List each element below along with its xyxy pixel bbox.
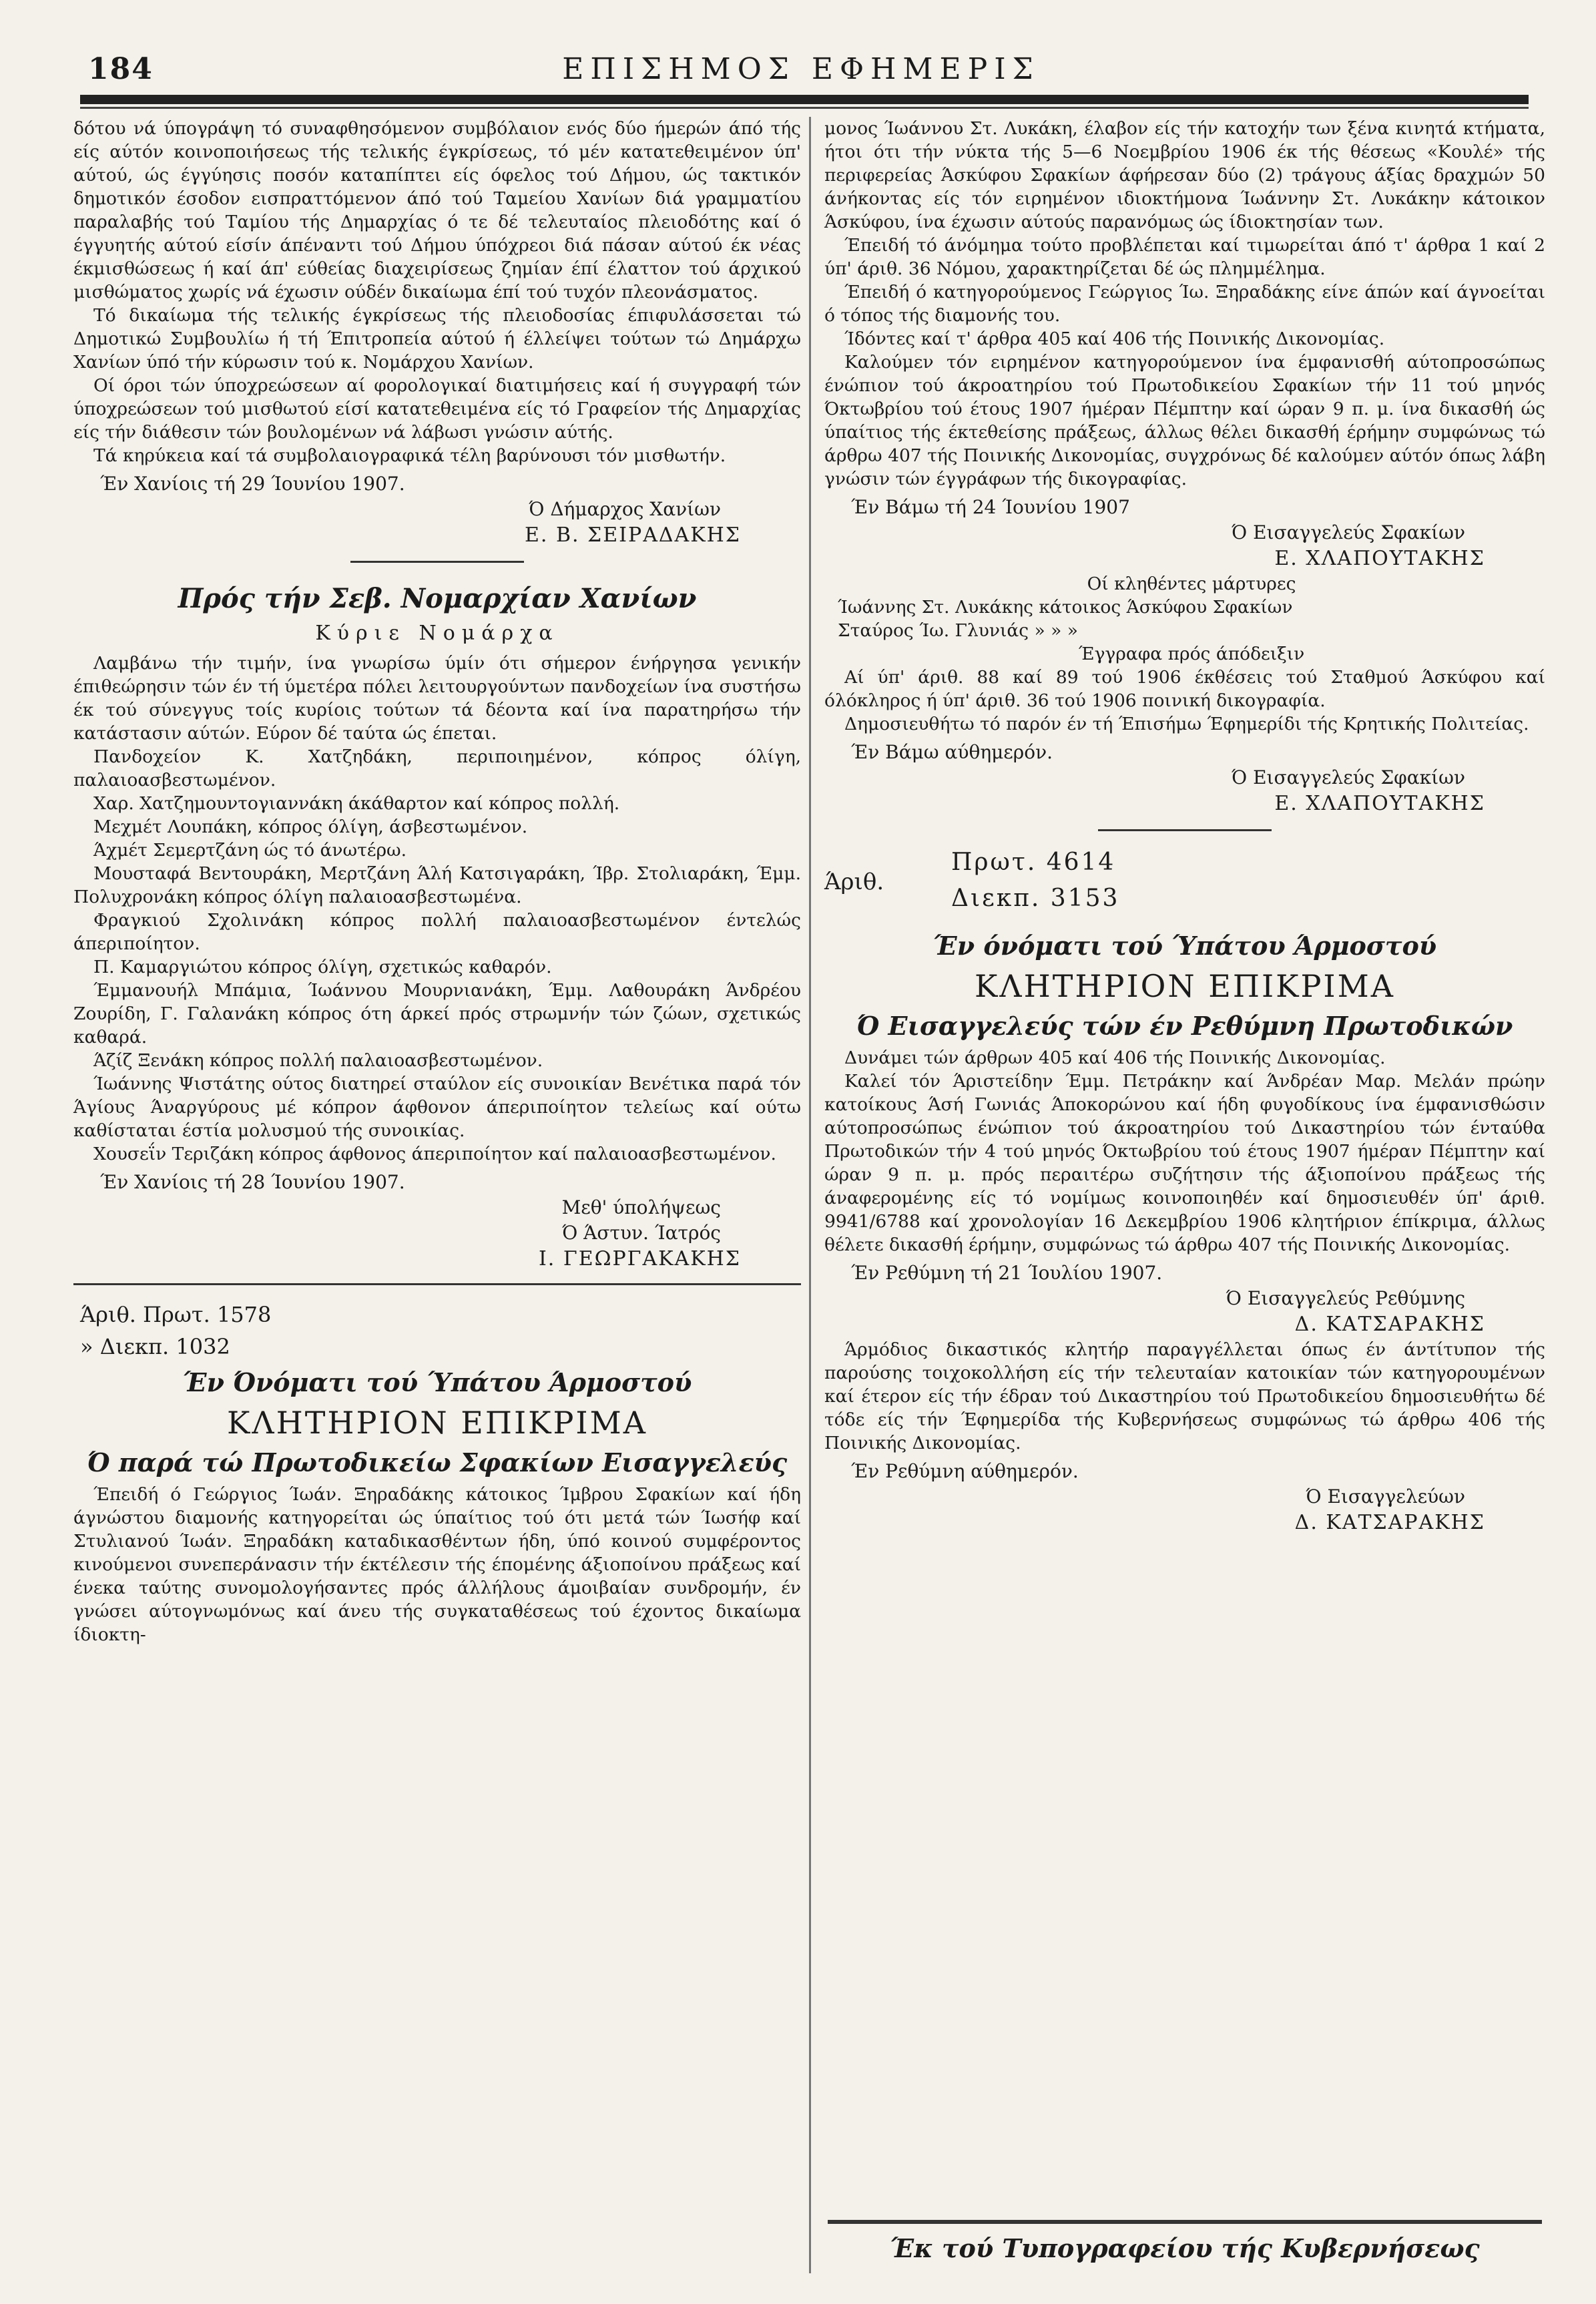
page-header <box>80 52 1522 99</box>
paragraph: Καλούμεν τόν ειρημένον κατηγορούμενον ίνα έμφανισθή αύτοπροσώπως ένώπιον τού άκροατηρίου τού Πρωτοδικείου Σφακίων τήν 11 τού μηνός Όκτωβρίου τού έτους 1907 ήμέραν Πέμπτην καί ώραν 9 π. μ. ίνα δικασθή ώς ύπαίτιος τής έκτεθείσης πράξεως, άλλως θέλει δικασθή έρήμην συμφώνως τώ άρθρω 407 τής Ποινικής Δικονομίας, συγχρόνως δέ καλούμεν αύτόν όπως λάβη γνώσιν τών έγγράφων τής δικογραφίας. <box>824 352 1545 489</box>
section-title: Πρός τήν Σεβ. Νομαρχίαν Χανίων <box>178 583 697 614</box>
list-item: Φραγκιού Σχολινάκη κόπρος πολλή παλαιοασβεστωμένον έντελώς άπεριποίητον. <box>73 910 801 954</box>
date-line: Έν Ρεθύμνη τή 21 Ίουλίου 1907. <box>851 1262 1163 1284</box>
section-title: Έν όνόματι τού Ύπάτου Άρμοστού <box>933 931 1437 961</box>
salutation: Κύριε Νομάρχα <box>315 622 559 645</box>
reference-label: Άριθ. <box>824 869 884 895</box>
section-divider <box>1098 829 1272 831</box>
date-line: Έν Χανίοις τή 28 Ίουνίου 1907. <box>100 1171 405 1193</box>
paragraph: Οί όροι τών ύποχρεώσεων αί φορολογικαί διατιμήσεις καί ή συγγραφή τών ύποχρεώσεων τού μισθωτού είσί κατατεθειμένα είς τό Γραφείον τής Δημαρχίας είς τήν διάθεσιν τών βουλομένων νά λάβωσι γνώσιν αύτής. <box>73 375 801 443</box>
signature-name: Ε. ΧΛΑΠΟΥΤΑΚΗΣ <box>1274 547 1485 570</box>
signature-role: Ό Εισαγγελεύων <box>1306 1485 1465 1508</box>
section-title: Ό παρά τώ Πρωτοδικείω Σφακίων Εισαγγελεύς <box>87 1447 788 1477</box>
paragraph: Έπειδή ό Γεώργιος Ίωάν. Ξηραδάκης κάτοικος Ίμβρου Σφακίων καί ήδη άγνώστου διαμονής κατηγορείται ώς ύπαίτιος τού ότι μετά τών Ίωσήφ καί Στυλιανού Ίωάν. Ξηραδάκη καταδικασθέντων ήδη, ύπό κοινού συμφέροντος κινούμενοι συνεπεράνασιν τήν έκτέλεσιν τής έπομένης άξιοποίνου πράξεως καί ένεκα ταύτης συνομολογήσαντες πρός άλλήλους άμοιβαίαν συνδρομήν, έν γνώσει αύτογνωμόνως καί άνευ τής συγκαταθέσεως τού έχοντος δικαίωμα ίδιοκτη- <box>73 1484 801 1645</box>
paragraph: μονος Ίωάννου Στ. Λυκάκη, έλαβον είς τήν κατοχήν των ξένα κινητά κτήματα, ήτοι ότι τήν νύκτα τής 5—6 Νοεμβρίου 1906 έκ τής θέσεως «Κουλέ» τής περιφερείας Άσκύφου Σφακίων άφήρεσαν δύο (2) τράγους άξίας δραχμών 50 άνήκοντας είς τόν ειρημένον ιδιοκτήμονα Ίωάννην Στ. Λυκάκην κάτοικον Άσκύφου, ίνα έχωσιν αύτούς παρανόμως ώς ίδιοκτησίαν των. <box>824 118 1545 232</box>
paragraph: Τό δικαίωμα τής τελικής έγκρίσεως τής πλειοδοσίας έπιφυλάσσεται τώ Δημοτικώ Συμβουλίω ή τή Έπιτροπεία αύτού ή έλλείψει τούτων τώ Δημάρχω Χανίων ύπό τήν κύρωσιν τού κ. Νομάρχου Χανίων. <box>73 305 801 373</box>
paragraph: Δημοσιευθήτω τό παρόν έν τή Έπισήμω Έφημερίδι τής Κρητικής Πολιτείας. <box>844 714 1529 734</box>
paragraph: Άρμόδιος δικαστικός κλητήρ παραγγέλλεται όπως έν άντίτυπον τής παρούσης τοιχοκολλήση είς τήν τελευταίαν κατοικίαν τών κατηγορουμένων καί έτερον είς τήν έδραν τού Δικαστηρίου τού Πρωτοδικείου δημοσιευθήτω δέ τόδε είς τήν Έφημερίδα τής Κυβερνήσεως συμφώνως τώ άρθρω 406 τής Ποινικής Δικονομίας. <box>824 1339 1545 1453</box>
date-line: Έν Χανίοις τή 29 Ίουνίου 1907. <box>100 473 405 495</box>
section-divider <box>73 1283 801 1285</box>
footer-rule <box>828 2220 1542 2224</box>
paragraph: Δυνάμει τών άρθρων 405 καί 406 τής Ποινικής Δικονομίας. <box>844 1048 1386 1068</box>
list-item: Έμμανουήλ Μπάμια, Ίωάννου Μουρνιανάκη, Έμμ. Λαθουράκη Άνδρέου Ζουρίδη, Γ. Γαλανάκη κόπρος ότη άρκεί πρός στρωμνήν τών ζώων, σχετικώς καθαρά. <box>73 980 801 1048</box>
paragraph: δότου νά ύπογράψη τό συναφθησόμενον συμβόλαιον ενός δύο ήμερών άπό τής είς αύτόν κοινοποιήσεως τής τελικής έγκρίσεως, τό μέν κατατεθειμένον ύπ' αύτού, ώς έγγύησις ποσόν καταπίπτει είς όφελος τού Δήμου, ώς τακτικόν δημοτικόν έσοδον εισπραττόμενον άπό τού Ταμείου Χανίων διά γραμματίου παραλαβής τού Ταμίου τής Δημαρχίας ό τε δέ τελευταίος πλειοδότης καί ό έγγυητής αύτού είσίν άπέναντι τού Δήμου ύπόχρεοι διά πάσαν αύτού έκ νέας έκμισθώσεως ή καί άπ' εύθείας διαχειρίσεως ζημίαν έπί έλαττον τού άρχικού μισθώματος χωρίς νά έχωσιν ούδέν δικαίωμα έπί τού τυχόν πλεονάσματος. <box>73 118 801 302</box>
date-line: Έν Ρεθύμνη αύθημερόν. <box>851 1460 1079 1482</box>
header-rule-thin <box>80 107 1529 109</box>
paragraph: Λαμβάνω τήν τιμήν, ίνα γνωρίσω ύμίν ότι σήμερον ένήργησα γενικήν έπιθεώρησιν τών έν τή ύμετέρα πόλει λειτουργούντων πανδοχείων ίνα συστήσω έκ τού σύνεγγυς τοίς κυρίοις τούτων τά δέοντα καί ίνα παρατηρήσω τήν κατάστασιν αύτών. Εύρον δέ ταύτα ώς έπεται. <box>73 653 801 744</box>
signature-name: Ι. ΓΕΩΡΓΑΚΑΚΗΣ <box>538 1247 741 1271</box>
date-line: Έν Βάμω τή 24 Ίουνίου 1907 <box>851 496 1130 518</box>
document-title: ΚΛΗΤΗΡΙΟΝ ΕΠΙΚΡΙΜΑ <box>227 1405 647 1441</box>
document-title: ΚΛΗΤΗΡΙΟΝ ΕΠΙΚΡΙΜΑ <box>975 968 1395 1004</box>
signature-role: Μεθ' ύπολήψεως <box>561 1196 721 1218</box>
signature-name: Ε. ΧΛΑΠΟΥΤΑΚΗΣ <box>1274 792 1485 815</box>
signature-role: Ό Εισαγγελεύς Σφακίων <box>1231 521 1465 543</box>
list-item: Άχμέτ Σεμερτζάνη ώς τό άνωτέρω. <box>93 840 407 861</box>
section-divider <box>350 561 524 563</box>
list-item: Άζίζ Ξενάκη κόπρος πολλή παλαιοασβεστωμένον. <box>93 1050 543 1071</box>
paragraph: Έπειδή τό άνόμημα τούτο προβλέπεται καί τιμωρείται άπό τ' άρθρα 1 καί 2 ύπ' άριθ. 36 Νόμου, χαρακτηρίζεται δέ ώς πλημμέλημα. <box>824 235 1545 279</box>
list-item: Μουσταφά Βεντουράκη, Μερτζάνη Άλή Κατσιγαράκη, Ίβρ. Στολιαράκη, Έμμ. Πολυχρονάκη κόπρος όλίγη παλαιοασβεστωμένα. <box>73 863 801 907</box>
list-item: Χουσεΐν Τεριζάκη κόπρος άφθονος άπεριποίητον καί παλαιοασβεστωμένον. <box>93 1144 776 1164</box>
paragraph: Καλεί τόν Άριστείδην Έμμ. Πετράκην καί Άνδρέαν Μαρ. Μελάν πρώην κατοίκους Άσή Γωνιάς Άποκορώνου καί ήδη φυγοδίκους ίνα έμφανισθώσιν αύτοπροσώπως ένώπιον τού άκροατηρίου τού Δικαστηρίου τών ένταύθα Πρωτοδικών τήν 4 τού μηνός Όκτωβρίου τού έτους 1907 ήμέραν Πέμπτην καί ώραν 9 π. μ. πρός περαιτέρω συζήτησιν τής άξιοποίνου πράξεως τής άναφερομένης είς τό νομίμως κοινοποιηθέν καί δημοσιευθέν ύπ' άριθ. 9941/6788 καί χρονολογίαν 16 Δεκεμβρίου 1906 κλητήριον έπίκριμα, άλλως θέλετε δικασθή έρήμην, συμφώνως τώ άρθρω 407 τής Ποινικής Δικονομίας. <box>824 1071 1545 1255</box>
right-column <box>824 117 1545 1536</box>
list-item: Πανδοχείον Κ. Χατζηδάκη, περιποιημένον, κόπρος όλίγη, παλαιοασβεστωμένον. <box>73 746 801 790</box>
signature-role: Ό Εισαγγελεύς Ρεθύμνης <box>1226 1287 1465 1309</box>
left-column <box>73 117 801 1646</box>
witness-heading: Οί κληθέντες μάρτυρες <box>1087 573 1296 594</box>
reference-number: » Διεκπ. 1032 <box>80 1334 230 1359</box>
list-item: Χαρ. Χατζημουντογιαννάκη άκάθαρτον καί κόπρος πολλή. <box>93 793 620 814</box>
masthead: ΕΠΙΣΗΜΟΣ ΕΦΗΜΕΡΙΣ <box>562 52 1040 86</box>
paragraph: Αί ύπ' άριθ. 88 καί 89 τού 1906 έκθέσεις τού Σταθμού Άσκύφου καί όλόκληρος ή ύπ' άριθ. 36 τού 1906 ποινική δικογραφία. <box>824 667 1545 711</box>
list-item: Μεχμέτ Λουπάκη, κόπρος όλίγη, άσβεστωμένον. <box>93 817 528 837</box>
witness-entry: Ίωάννης Στ. Λυκάκης κάτοικος Άσκύφου Σφακίων <box>838 597 1293 618</box>
signature-name: Ε. Β. ΣΕΙΡΑΔΑΚΗΣ <box>524 523 741 547</box>
reference-block <box>824 849 1545 922</box>
header-rule <box>80 95 1529 104</box>
list-item: Ίωάννης Ψιστάτης ούτος διατηρεί σταύλον είς συνοικίαν Βενέτικα παρά τόν Άγίους Άναργύρους μέ κόπρον άφθονον άπεριποίητον τελείως καί ούτω καθίσταται έστία μολυσμού τής συνοικίας. <box>73 1074 801 1141</box>
section-title: Ό Εισαγγελεύς τών έν Ρεθύμνη Πρωτοδικών <box>856 1011 1513 1041</box>
section-title: Έν Όνόματι τού Ύπάτου Άρμοστού <box>182 1367 692 1397</box>
reference-number: Πρωτ. 4614 <box>951 849 1116 876</box>
signature-role: Ό Εισαγγελεύς Σφακίων <box>1231 766 1465 788</box>
documents-heading: Έγγραφα πρός άπόδειξιν <box>1078 644 1305 664</box>
signature-role: Ό Άστυν. Ίατρός <box>561 1222 721 1244</box>
signature-name: Δ. ΚΑΤΣΑΡΑΚΗΣ <box>1294 1313 1485 1336</box>
paragraph: Ίδόντες καί τ' άρθρα 405 καί 406 τής Ποινικής Δικονομίας. <box>844 328 1385 349</box>
reference-number: Άριθ. Πρωτ. 1578 <box>80 1302 272 1327</box>
printer-imprint: Έκ τού Τυπογραφείου τής Κυβερνήσεως <box>890 2233 1480 2263</box>
paragraph: Τά κηρύκεια καί τά συμβολαιογραφικά τέλη βαρύνουσι τόν μισθωτήν. <box>93 445 726 466</box>
page-number: 184 <box>88 52 154 86</box>
signature-name: Δ. ΚΑΤΣΑΡΑΚΗΣ <box>1294 1511 1485 1534</box>
witness-entry: Σταύρος Ίω. Γλυνιάς » » » <box>838 620 1078 641</box>
reference-number: Διεκπ. 3153 <box>951 885 1120 912</box>
column-divider <box>809 117 811 2273</box>
signature-role: Ό Δήμαρχος Χανίων <box>529 498 721 520</box>
paragraph: Έπειδή ό κατηγορούμενος Γεώργιος Ίω. Ξηραδάκης είνε άπών καί άγνοείται ό τόπος τής διαμονής του. <box>824 282 1545 326</box>
date-line: Έν Βάμω αύθημερόν. <box>851 741 1053 763</box>
list-item: Π. Καμαργιώτου κόπρος όλίγη, σχετικώς καθαρόν. <box>93 957 552 977</box>
